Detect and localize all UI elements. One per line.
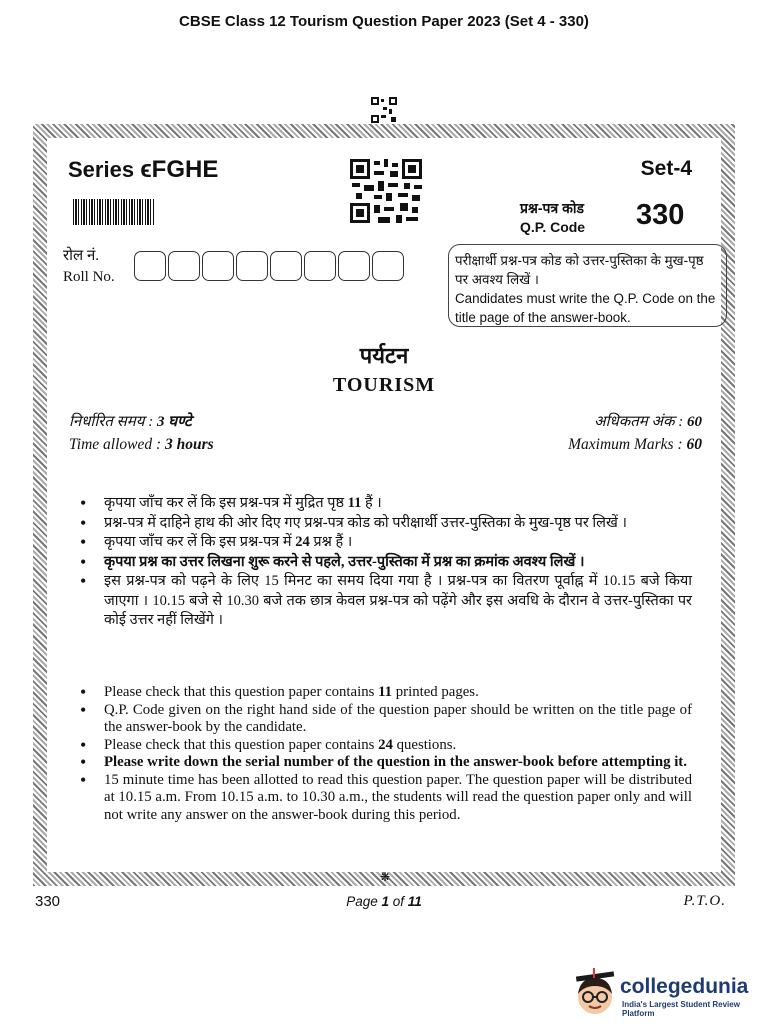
- roll-digit-box[interactable]: [202, 251, 234, 281]
- instruction-item: • इस प्रश्न-पत्र को पढ़ने के लिए 15 मिनट का समय दिया गया है । प्रश्न-पत्र का वितरण पूर्वाह्न में 10.15 बजे किया जाएगा । 10.15 बजे से 10.30 बजे तक छात्र केवल प्रश्न-पत्र को पढ़ेंगे और इस अवधि के दौरान वे उत्तर-पुस्तिका पर कोई उत्तर नहीं लिखेंगे ।: [76, 572, 692, 631]
- subject-title-english: TOURISM: [332, 374, 436, 396]
- instruction-item: • कृपया जाँच कर लें कि इस प्रश्न-पत्र में 24 प्रश्न हैं ।: [76, 533, 692, 553]
- roll-digit-box[interactable]: [372, 251, 404, 281]
- instruction-item: • Q.P. Code given on the right hand side of the question paper should be written on the title page of the answer-book by the candidate.: [76, 702, 692, 737]
- qp-code-notice: [448, 244, 727, 327]
- page-indicator: Page 1 of 11: [346, 894, 422, 909]
- qr-code: [350, 159, 422, 223]
- footer-qp-code: 330: [35, 893, 61, 910]
- pto-label: P.T.O.: [683, 893, 726, 909]
- max-marks-hindi: अधिकतम अंक : 60: [594, 414, 702, 430]
- instruction-item: • 15 minute time has been allotted to read this question paper. The question paper will be distributed at 10.15 a.m. From 10.15 a.m. to 10.30 a.m., the students will read the question paper only and will not write any answer on the answer-book during this period.: [76, 772, 692, 825]
- brand-tagline: India's Largest Student Review Platform: [622, 1000, 740, 1018]
- roll-digit-box[interactable]: [304, 251, 336, 281]
- barcode: [73, 199, 155, 225]
- qp-code-label: प्रश्न-पत्र कोड Q.P. Code: [520, 200, 586, 235]
- roll-digit-box[interactable]: [134, 251, 166, 281]
- brand-name: collegedunia: [620, 975, 749, 998]
- time-allowed-hindi: निर्धारित समय : 3 घण्टे: [69, 414, 192, 430]
- qp-code: 330: [636, 199, 685, 231]
- roll-digit-box[interactable]: [168, 251, 200, 281]
- instruction-item: • Please check that this question paper contains 11 printed pages.: [76, 684, 692, 702]
- collegedunia-mascot-icon: [570, 966, 620, 1020]
- instruction-item: • Please write down the serial number of the question in the answer-book before attempting it.: [76, 754, 692, 772]
- subject-title-hindi: पर्यटन: [359, 343, 409, 368]
- notice-hindi: परीक्षार्थी प्रश्न-पत्र कोड को उत्तर-पुस्तिका के मुख-पृष्ठ पर अवश्य लिखें ।: [455, 253, 704, 287]
- roll-number-label: रोल नं. Roll No.: [63, 248, 115, 285]
- series-code: ϵFGHE: [140, 156, 219, 183]
- notice-english: Candidates must write the Q.P. Code on the title page of the answer-book.: [455, 291, 716, 325]
- small-qr-code: [371, 97, 397, 123]
- roll-digit-box[interactable]: [236, 251, 268, 281]
- instructions-english: [76, 684, 692, 824]
- instructions-hindi: [76, 494, 692, 631]
- instruction-item: • कृपया प्रश्न का उत्तर लिखना शुरू करने से पहले, उत्तर-पुस्तिका में प्रश्न का क्रमांक अवश्य लिखें ।: [76, 553, 692, 573]
- roll-digit-box[interactable]: [338, 251, 370, 281]
- set-number: Set-4: [640, 157, 692, 180]
- max-marks-english: Maximum Marks : 60: [568, 436, 702, 453]
- roll-digit-box[interactable]: [270, 251, 302, 281]
- instruction-item: • Please check that this question paper contains 24 questions.: [76, 737, 692, 755]
- roll-number-boxes[interactable]: [134, 251, 404, 281]
- document-title: CBSE Class 12 Tourism Question Paper 2023 (Set 4 - 330): [179, 13, 589, 30]
- instruction-item: • कृपया जाँच कर लें कि इस प्रश्न-पत्र में मुद्रित पृष्ठ 11 हैं ।: [76, 494, 692, 514]
- series-label: Series ϵFGHE: [68, 156, 219, 183]
- time-allowed-english: Time allowed : 3 hours: [69, 436, 214, 453]
- star-icon: ❋: [380, 870, 391, 884]
- instruction-item: • प्रश्न-पत्र में दाहिने हाथ की ओर दिए गए प्रश्न-पत्र कोड को परीक्षार्थी उत्तर-पुस्तिका के मुख-पृष्ठ पर लिखें ।: [76, 514, 692, 534]
